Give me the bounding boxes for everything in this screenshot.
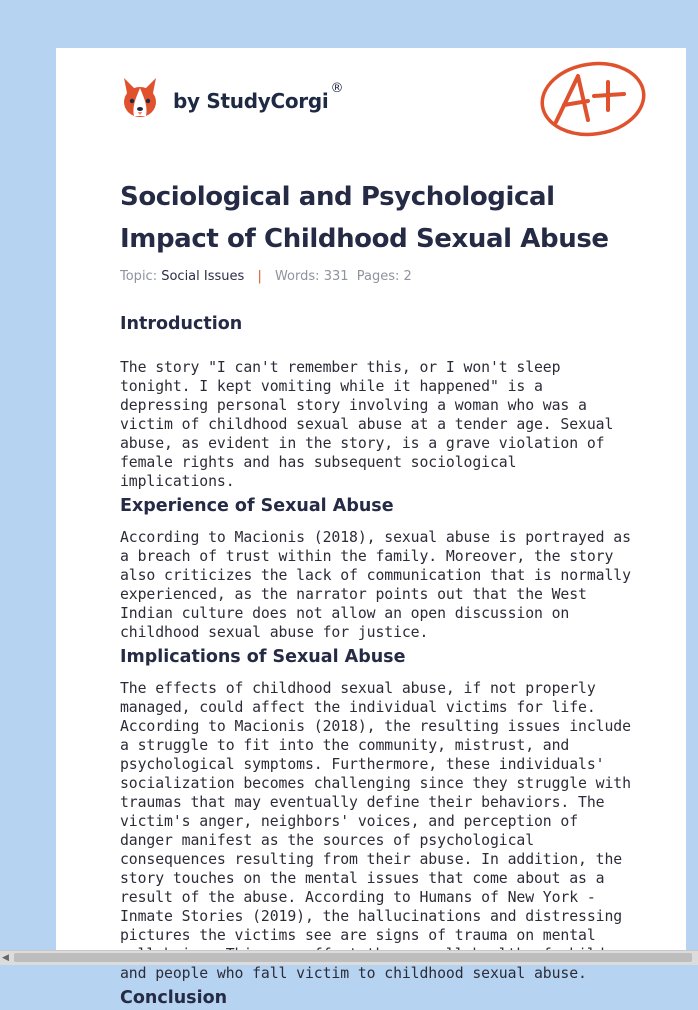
section-paragraph-experience: According to Macionis (2018), sexual abuse is portrayed as a breach of trust within the family. Moreover, the story also criticizes the lack of communication that is normally experienced, as the narrator points out that the West Indian culture does not allow an open discussion on childhood sexual abuse for justice. [120, 529, 631, 641]
corgi-icon [120, 76, 160, 120]
scrollbar-thumb[interactable] [14, 953, 692, 962]
section-heading-conclusion: Conclusion [120, 988, 228, 1008]
pages-count: 2 [403, 269, 412, 284]
scroll-left-icon[interactable]: ◀ [2, 953, 9, 963]
brand-logo[interactable] [120, 76, 343, 120]
document-body [120, 312, 632, 1010]
document-meta [120, 269, 412, 284]
pages-label: Pages: [356, 269, 400, 284]
section-paragraph-introduction: The story "I can't remember this, or I won't sleep tonight. I kept vomiting while it happened" is a depressing personal story involving a woman who was a victim of childhood sexual abuse at a tender age. Sexual abuse, as evident in the story, is a grave violation of female rights and has subsequent sociological implications. [120, 359, 614, 490]
section-paragraph-implications: The effects of childhood sexual abuse, if not properly managed, could affect the individual victims for life. According to Macionis (2018), the resulting issues include a struggle to fit into the community, mistrust, and psychological symptoms. Furthermore, these individuals' socialization becomes challenging since they struggle with traumas that may eventually define their behaviors. The victim's anger, neighbors' voices, and perception of danger manifest as the sources of psychological consequences resulting from their abuse. In addition, the story touches on the mental issues that come about as a result of the abuse. According to Humans of New York - Inmate Stories (2019), the hallucinations and distressing pictures the victims see are signs of trauma on mental and people who fall victim to childhood sexual abuse. [120, 680, 631, 982]
words-count: 331 [323, 269, 349, 284]
page-title: Sociological and Psychological Impact of Childhood Sexual Abuse [120, 182, 609, 254]
topic-label: Topic: [120, 269, 158, 284]
grade-stamp-icon [538, 58, 648, 144]
meta-separator: | [257, 269, 262, 284]
section-heading-experience: Experience of Sexual Abuse [120, 496, 394, 516]
document-page [56, 48, 686, 1008]
topic-link[interactable]: Social Issues [161, 269, 245, 284]
brand-name: by StudyCorgi® [173, 81, 344, 113]
words-label: Words: [274, 269, 320, 284]
section-heading-introduction: Introduction [120, 314, 243, 334]
horizontal-scrollbar[interactable] [0, 950, 698, 965]
registered-mark: ® [330, 81, 344, 96]
section-heading-implications: Implications of Sexual Abuse [120, 647, 406, 667]
